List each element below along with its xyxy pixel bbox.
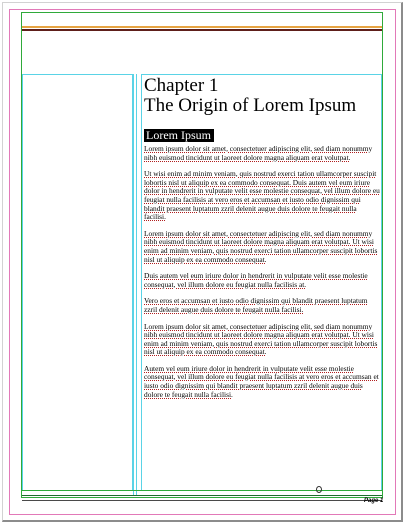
body-paragraph: Lorem ipsum dolor sit amet, consectetuer adipiscing elit, sed diam nonummy nibh euismod tincidunt ut laoreet dolore magna aliquam erat volutpat. xyxy=(144,144,373,162)
text-cursor-icon xyxy=(316,486,322,493)
column-gutter-guide xyxy=(133,74,134,496)
header-rule-orange xyxy=(22,26,382,28)
body-paragraph: Lorem ipsum dolor sit amet, consectetuer adipiscing elit, sed diam nonummy nibh euismod tincidunt ut laoreet dolore magna aliquam erat volutpat. Ut wisi enim ad minim veniam, quis nostrud exerci tation ullamcorper suscipit lobortis nisl ut aliquip ex ea commodo consequat. xyxy=(144,321,378,357)
header-rule-dark xyxy=(22,29,382,31)
main-text-frame[interactable] xyxy=(144,76,380,488)
body-paragraph: Autem vel eum iriure dolor in hendrerit in vulputate velit esse molestie consequat, vel illum dolore eu feugiat nulla facilisis at vero eros et accumsan et iusto odio dignissim qui blandit praesent luptatum zzril delenit augue duis dolore te feugait nulla facilisi. xyxy=(144,363,379,399)
column-gutter-guide-2 xyxy=(136,74,137,496)
body-paragraph: Duis autem vel eum iriure dolor in hendrerit in vulputate velit esse molestie consequat, vel illum dolore eu feugiat nulla facilisis at. xyxy=(144,271,368,289)
body-paragraph: Ut wisi enim ad minim veniam, quis nostrud exerci tation ullamcorper suscipit lobortis nisl ut aliquip ex ea commodo consequat. Duis autem vel eum iriure dolor in hendrerit in vulputate velit esse molestie consequat, vel illum dolore eu feugiat nulla facilisis at vero eros et accumsan et iusto odio dignissim qui blandit praesent luptatum zzril delenit augue duis dolore te feugait nulla facilisi. xyxy=(144,169,380,222)
body-paragraph: Lorem ipsum dolor sit amet, consectetuer adipiscing elit, sed diam nonummy nibh euismod tincidunt ut laoreet dolore magna aliquam erat volutpat. Ut wisi enim ad minim veniam, quis nostrud exerci tation ullamcorper suscipit lobortis nisl ut aliquip ex ea commodo consequat. xyxy=(144,228,378,264)
chapter-title xyxy=(144,76,380,116)
footer-guide-2 xyxy=(22,495,382,496)
page-number: Page 1 xyxy=(364,498,384,504)
chapter-name: The Origin of Lorem Ipsum xyxy=(144,95,357,116)
footer-guide-3 xyxy=(22,500,382,501)
section-heading: Lorem Ipsum xyxy=(144,129,214,142)
footer-guide-1 xyxy=(22,490,382,491)
body-paragraph: Vero eros et accumsan et iusto odio dignissim qui blandit praesent luptatum zzril delenit augue duis dolore te feugait nulla facilisi. xyxy=(144,296,368,314)
left-column-frame[interactable] xyxy=(22,74,133,491)
chapter-label: Chapter 1 xyxy=(144,76,219,96)
